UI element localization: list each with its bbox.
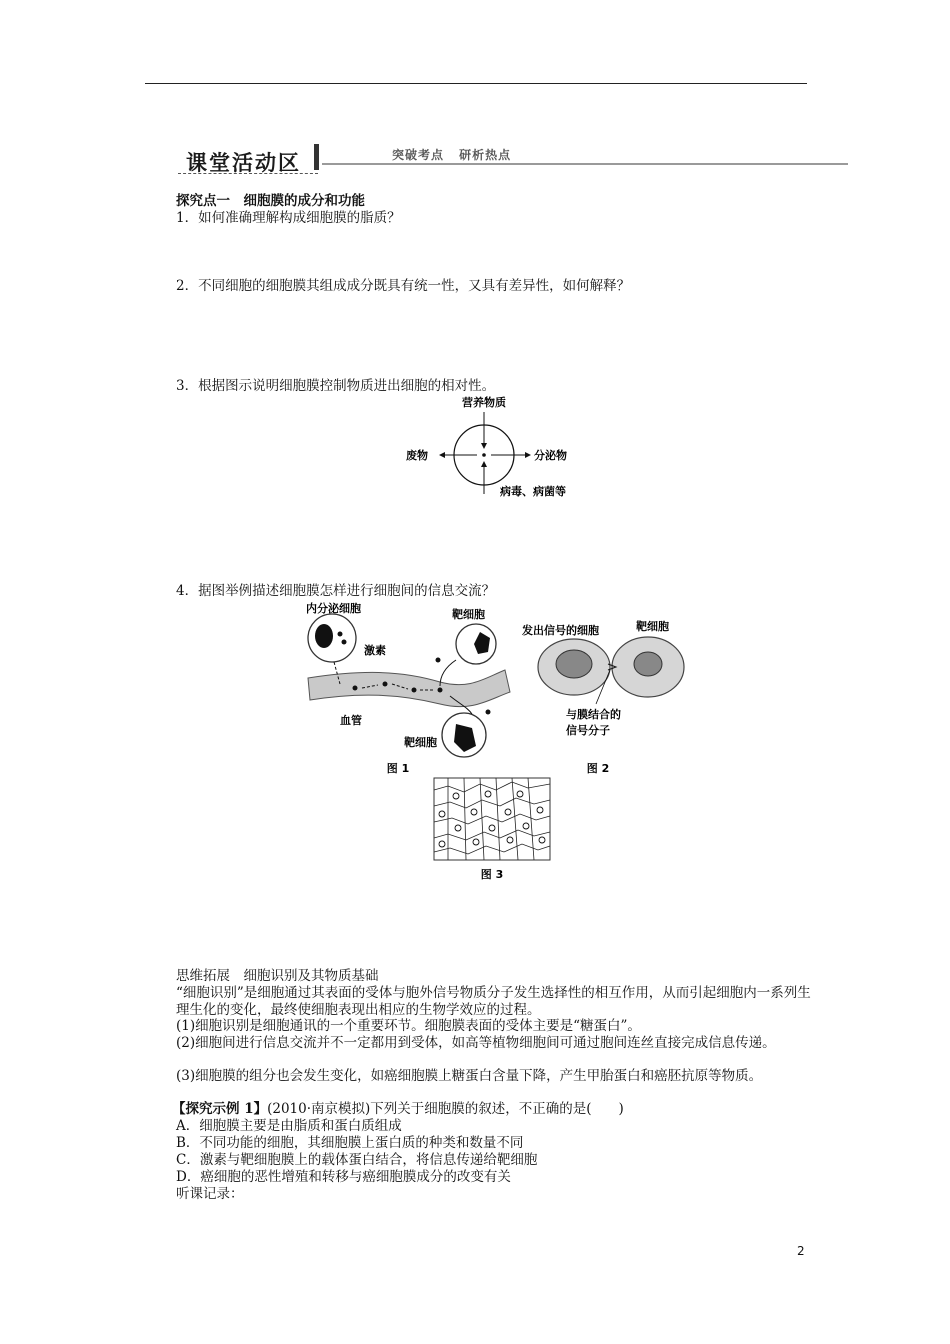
option-b: B．不同功能的细胞，其细胞膜上蛋白质的种类和数量不同 [176, 1135, 524, 1151]
option-d: D．癌细胞的恶性增殖和转移与癌细胞膜成分的改变有关 [176, 1169, 511, 1185]
hormone-molecule [412, 688, 417, 693]
extension-point-1: (1)细胞识别是细胞通讯的一个重要环节。细胞膜表面的受体主要是“糖蛋白”。 [176, 1018, 641, 1034]
figure-1-hormone-signaling [300, 600, 520, 775]
example-stem: (2010·南京模拟)下列关于细胞膜的叙述，不正确的是( ) [267, 1101, 624, 1117]
section-subtitle: 突破考点 研析热点 [392, 148, 512, 162]
cell-center-dot [482, 453, 486, 457]
label-endocrine-cell: 内分泌细胞 [306, 602, 361, 615]
banner-line [322, 163, 848, 165]
option-c: C．激素与靶细胞膜上的载体蛋白结合，将信息传递给靶细胞 [176, 1152, 538, 1168]
label-waste: 废物 [406, 449, 428, 462]
banner-divider [314, 144, 319, 170]
figure-1-caption: 图 1 [386, 762, 410, 775]
hormone-granule [338, 632, 343, 637]
endocrine-nucleus [315, 624, 333, 648]
label-hormone: 激素 [364, 644, 386, 657]
figure-2-caption: 图 2 [586, 762, 610, 774]
question-4: 4．据图举例描述细胞膜怎样进行细胞间的信息交流？ [176, 583, 496, 599]
extension-point-3: (3)细胞膜的组分也会发生变化，如癌细胞膜上糖蛋白含量下降，产生甲胎蛋白和癌胚抗原等物质。 [176, 1068, 763, 1084]
topic-heading: 探究点一 细胞膜的成分和功能 [176, 193, 365, 209]
label-target-bottom: 靶细胞 [404, 736, 437, 749]
extension-point-2: (2)细胞间进行信息交流并不一定都用到受体，如高等植物细胞间可通过胞间连丝直接完成信息传递。 [176, 1035, 776, 1051]
example-label: 【探究示例 1】 [172, 1101, 268, 1117]
label-signal-line1: 与膜结合的 [566, 708, 621, 721]
lecture-notes-label: 听课记录： [176, 1186, 244, 1202]
hormone-granule [342, 640, 347, 645]
question-1: 1．如何准确理解构成细胞膜的脂质？ [176, 210, 401, 226]
question-2: 2．不同细胞的细胞膜其组成成分既具有统一性，又具有差异性，如何解释？ [176, 278, 631, 294]
hormone-molecule [383, 682, 388, 687]
label-vessel: 血管 [340, 714, 362, 727]
figure-2-contact-signaling [518, 612, 708, 774]
section-title: 课堂活动区 [186, 151, 301, 175]
section-banner [178, 142, 848, 176]
hormone-molecule [353, 686, 358, 691]
label-sender-cell: 发出信号的细胞 [522, 624, 599, 637]
banner-underline [178, 173, 318, 174]
label-pathogens: 病毒、病菌等 [500, 485, 566, 498]
question-3: 3．根据图示说明细胞膜控制物质进出细胞的相对性。 [176, 378, 496, 394]
hormone-molecule [486, 710, 491, 715]
hormone-molecule [438, 688, 443, 693]
hormone-molecule [436, 658, 441, 663]
page-number: 2 [797, 1244, 805, 1258]
label-nutrients: 营养物质 [462, 396, 506, 409]
figure-3-plant-cells [430, 776, 554, 882]
membrane-transport-diagram [400, 392, 590, 504]
header-rule [145, 83, 807, 84]
blood-vessel [308, 670, 510, 707]
label-target-cell: 靶细胞 [636, 620, 669, 633]
target-nucleus [634, 652, 662, 676]
extension-intro: “细胞识别”是细胞通过其表面的受体与胞外信号物质分子发生选择性的相互作用，从而引起细胞内一系列生理生化的变化，最终使细胞表现出相应的生物学效应的过程。 [176, 985, 811, 1018]
extension-title: 思维拓展 细胞识别及其物质基础 [176, 968, 379, 984]
label-target-top: 靶细胞 [452, 608, 485, 621]
example-question [172, 1101, 624, 1118]
label-secretion: 分泌物 [534, 449, 567, 462]
option-a: A．细胞膜主要是由脂质和蛋白质组成 [176, 1118, 402, 1134]
label-signal-line2: 信号分子 [566, 724, 610, 737]
figure-3-caption: 图 3 [480, 868, 504, 881]
sender-nucleus [556, 650, 592, 678]
